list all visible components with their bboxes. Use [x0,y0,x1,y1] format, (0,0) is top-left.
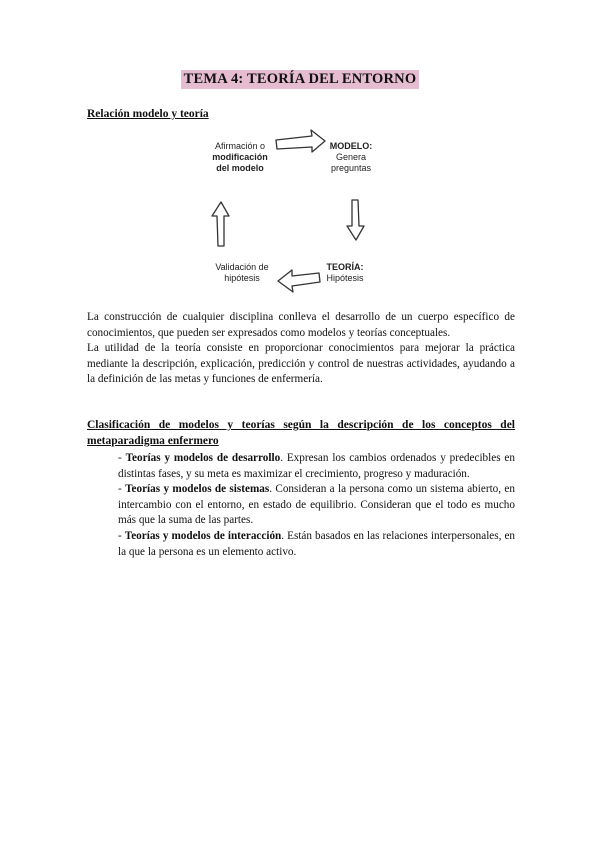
list-item: - Teorías y modelos de desarrollo. Expresan los cambios ordenados y predecibles en distintas fases, y su meta es maximizar el crecimiento, progreso y maduración. [118,452,515,480]
node-validation: Validación de hipótesis [215,262,269,283]
page-title: TEMA 4: TEORÍA DEL ENTORNO [181,70,420,89]
list-item: - Teorías y modelos de sistemas. Consideran a la persona como un sistema abierto, en intercambio con el entorno, en estado de equilibrio. Consideran que el todo es mucho más que la suma de las partes. [118,483,515,527]
list-item: - Teorías y modelos de interacción. Están basados en las relaciones interpersonales, en la que la persona es un elemento activo. [118,529,516,558]
classification-list [118,451,515,560]
paragraph-utility: La utilidad de la teoría consiste en proporcionar conocimientos para mejorar la práctica mediante la descripción, explicación, predicción y control de nuestras actividades, ayudando a la definición de las metas y funciones de enfermería. [87,342,515,386]
node-affirmation: Afirmación o modificación del modelo [212,141,268,173]
model-theory-cycle-diagram [180,120,420,305]
section-heading-relation: Relación modelo y teoría [87,108,209,120]
title-container [0,70,600,89]
section-heading-classification: Clasificación de modelos y teorías según la descripción de los conceptos del metaparadigma enfermero [87,419,515,447]
paragraph-construction: La construcción de cualquier disciplina conlleva el desarrollo de un cuerpo específico de conocimientos, que pueden ser expresados como modelos y teorías conceptuales. [87,311,515,339]
arrow-down-icon [347,200,364,240]
node-theory: TEORÍA: Hipótesis [326,262,364,283]
node-model: MODELO: Genera preguntas [329,141,373,173]
arrow-up-icon [212,202,229,246]
